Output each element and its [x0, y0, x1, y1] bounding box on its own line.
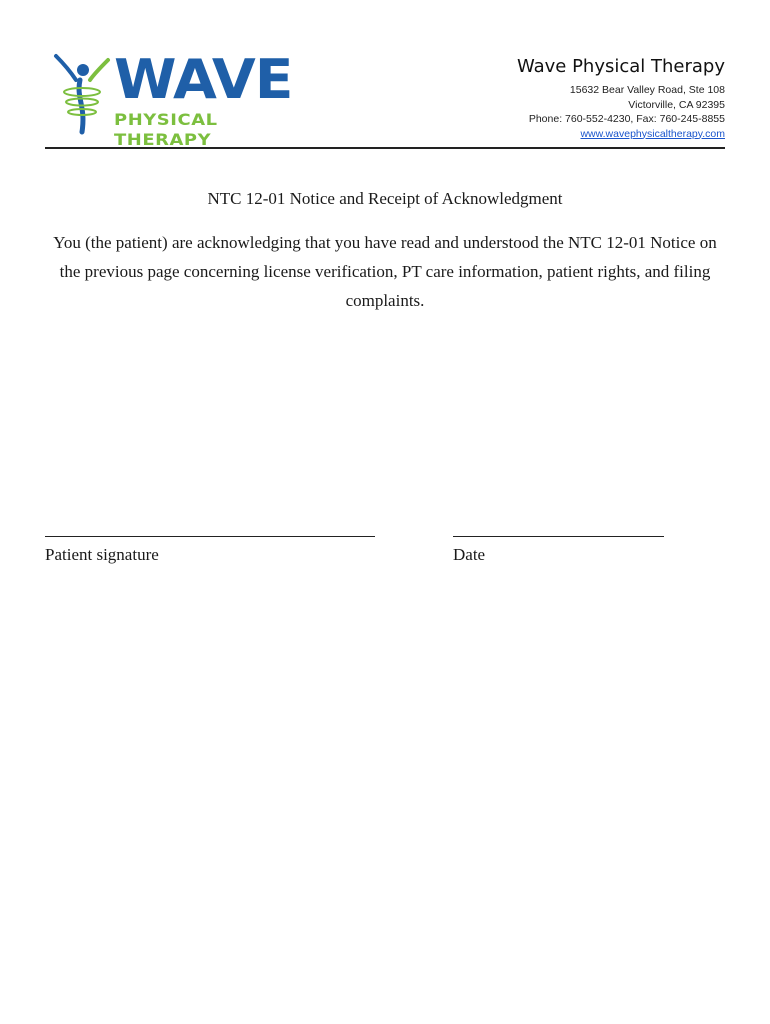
phone-fax: Phone: 760-552-4230, Fax: 760-245-8855 — [528, 113, 725, 125]
company-logo — [52, 48, 293, 149]
address-line-1: 15632 Bear Valley Road, Ste 108 — [569, 84, 725, 96]
address-line-2: Victorville, CA 92395 — [628, 98, 725, 111]
logo-tagline: PHYSICAL THERAPY — [114, 110, 218, 149]
document-title: NTC 12-01 Notice and Receipt of Acknowledgment — [207, 189, 563, 208]
company-name: Wave Physical Therapy — [516, 56, 725, 77]
date-line[interactable] — [453, 536, 664, 537]
patient-signature-label: Patient signature — [45, 545, 159, 564]
website-link[interactable]: www.wavephysicaltherapy.com — [580, 127, 725, 140]
logo-wordmark: WAVE — [114, 48, 293, 111]
wave-figure-icon — [52, 50, 114, 136]
patient-signature-line[interactable] — [45, 536, 375, 537]
company-info — [405, 55, 725, 141]
acknowledgment-text: You (the patient) are acknowledging that you have read and understood the NTC 12-01 Notice on the previous page concerning license verification, PT care information, patient rights, and filing complaints. — [53, 233, 717, 310]
header-divider — [45, 147, 725, 149]
date-label: Date — [453, 545, 486, 564]
